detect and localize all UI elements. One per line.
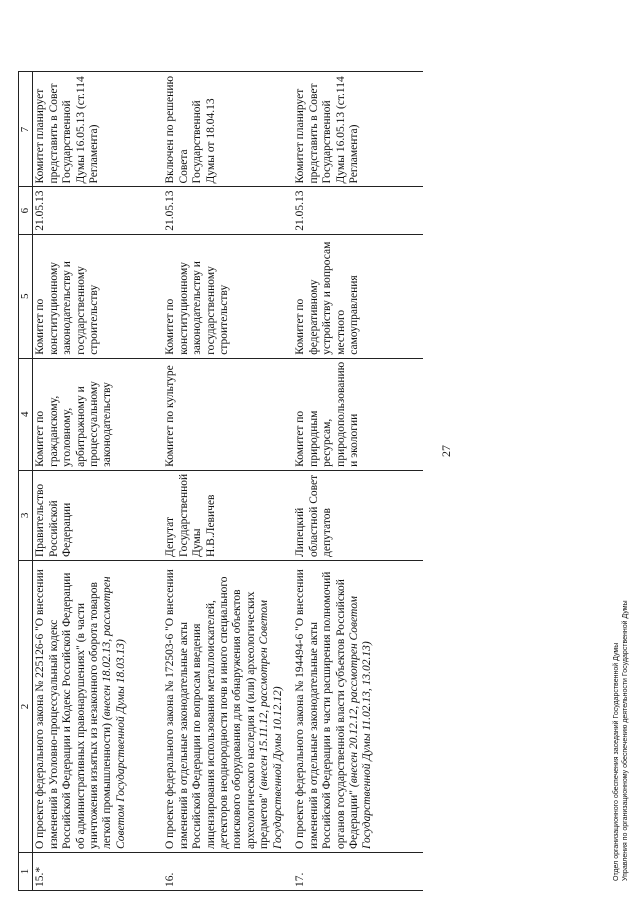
- main-committee: Комитет по гражданскому, уголовному, арбитражному и процессуальному законодательству: [33, 358, 164, 470]
- status: Комитет планирует представить в Совет Государственной Думы 16.05.13 (ст.114 Регламента): [33, 72, 164, 187]
- date: 21.05.13: [293, 187, 423, 234]
- main-committee: Комитет по культуре: [163, 358, 293, 470]
- status: Включен по решению Совета Государственной Думы от 18.04.13: [163, 72, 293, 187]
- column-header: 2: [19, 561, 33, 853]
- bill-title: О проекте федерального закона № 225126-6 "О внесении изменений в Уголовно-процессуальный кодекс Российской Федерации и Кодекс Российской Федерации об административных правонарушениях" (в части уничтожения изъятых из незаконного оборота товаров легкой промышленности): [34, 569, 114, 849]
- co-committee: Комитет по конституционному законодательству и государственному строительству: [33, 234, 164, 358]
- bill-title: О проекте федерального закона № 194494-6 "О внесении изменений в отдельные законодательные акты Российской Федерации в части расширения полномочий органов государственной власти субъектов Российской Федерации": [294, 569, 361, 849]
- row-number: 17.: [293, 853, 423, 891]
- date: 21.05.13: [163, 187, 293, 234]
- footer: [612, 181, 630, 881]
- bills-table: [18, 72, 423, 892]
- column-header: 5: [19, 234, 33, 358]
- footer-line: Отдел организационного обеспечения заседаний Государственной Думы: [613, 642, 620, 881]
- bill-description: [163, 561, 293, 853]
- column-header: 3: [19, 470, 33, 560]
- row-number: 16.: [163, 853, 293, 891]
- co-committee: Комитет по федеративному устройству и вопросам местного самоуправления: [293, 234, 423, 358]
- column-header: 1: [19, 853, 33, 891]
- bill-title: О проекте федерального закона № 172503-6 "О внесении изменений в отдельные законодательные акты Российской Федерации по вопросам введения лицензирования использования металлоискателей, детекторов неоднородности почв и иного специального поискового оборудования для обнаружения объектов археологического наследия и (или) археологических предметов": [164, 569, 271, 849]
- table-row: [163, 72, 293, 891]
- bill-description: [33, 561, 164, 853]
- bill-note: (внесен 20.12.12, рассмотрен Советом Государственной Думы 11.02.13, 13.02.13): [348, 596, 374, 849]
- column-header: 6: [19, 187, 33, 234]
- initiator: Правительство Российской Федерации: [33, 470, 164, 560]
- table-row: [33, 72, 164, 891]
- bill-note: (внесен 15.11.12, рассмотрен Советом Государственной Думы 10.12.12): [258, 600, 284, 849]
- bill-note: (внесен 18.02.13, рассмотрен Советом Государственной Думы 18.03.13): [101, 576, 127, 849]
- date: 21.05.13: [33, 187, 164, 234]
- header-row: [19, 72, 33, 891]
- row-number: 15.*: [33, 853, 164, 891]
- main-committee: Комитет по природным ресурсам, природопользованию и экологии: [293, 358, 423, 470]
- status: Комитет планирует представить в Совет Государственной Думы 16.05.13 (ст.114 Регламента): [293, 72, 423, 187]
- initiator: Депутат Государственной Думы Н.В.Левичев: [163, 470, 293, 560]
- bill-description: [293, 561, 423, 853]
- footer-line: Управления по организационному обеспечению деятельности Государственной Думы: [622, 600, 629, 881]
- column-header: 4: [19, 358, 33, 470]
- initiator: Липецкий областной Совет депутатов: [293, 470, 423, 560]
- column-header: 7: [19, 72, 33, 187]
- page-number: 27: [439, 445, 453, 457]
- table-row: [293, 72, 423, 891]
- co-committee: Комитет по конституционному законодательству и государственному строительству: [163, 234, 293, 358]
